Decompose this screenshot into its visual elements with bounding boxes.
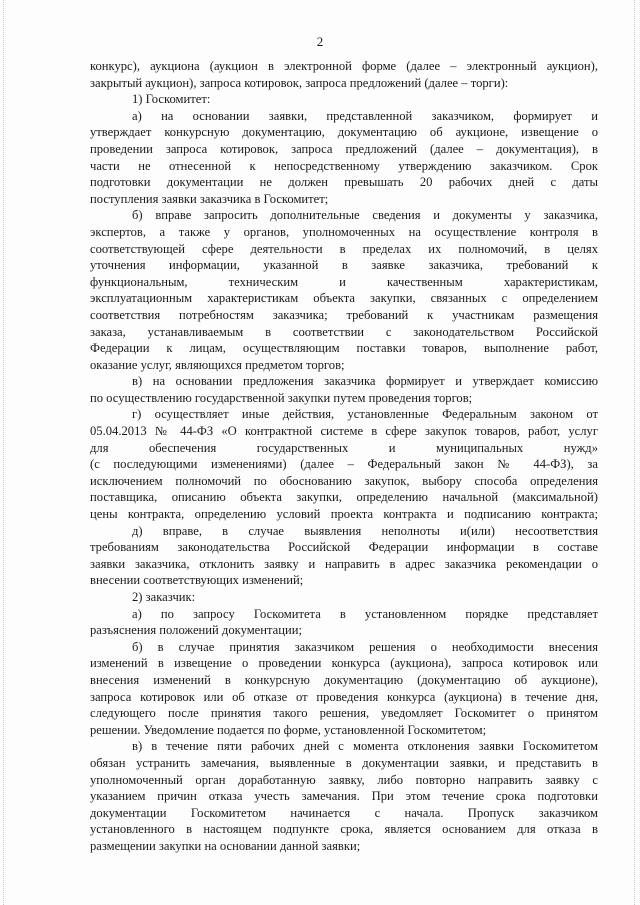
text-line: запроса котировок или об отказе от проведения конкурса (аукциона) в течение дня,	[90, 689, 598, 704]
text-line: разъяснения положений документации;	[90, 623, 302, 638]
text-line: д) вправе, в случае выявления неполноты и(или) несоответствия	[132, 523, 598, 538]
text-line: решении. Уведомление подается по форме, установленной Госкомитетом;	[90, 722, 487, 737]
text-line: документации Госкомитетом начинается с начала. Пропуск заказчиком	[90, 805, 598, 820]
text-line: внесении соответствующих изменений;	[90, 573, 304, 588]
text-line: утверждает конкурсную документацию, документацию об аукционе, извещение о	[90, 125, 598, 140]
text-line: требованиям законодательства Российской Федерации информации в составе	[90, 540, 598, 555]
text-line: установленного в настоящем подпункте срока, является основанием для отказа в	[90, 822, 598, 837]
text-line: уполномоченный орган доработанную заявку, либо повторно направить заявку с	[90, 772, 598, 787]
text-line: части не отнесенной к непосредственному утверждению заказчиком. Срок	[90, 158, 598, 173]
text-line: 2) заказчик:	[132, 590, 196, 604]
text-line: б) в случае принятия заказчиком решения о необходимости внесения	[132, 639, 598, 654]
text-line: размещении закупки на основании данной заявки;	[90, 838, 361, 853]
document-body	[90, 58, 598, 855]
right-edge-dotted-line	[634, 0, 636, 905]
text-line: г) осуществляет иные действия, установленные Федеральным законом от	[132, 407, 598, 422]
text-line: экспертов, а также у органов, уполномоченных на осуществление контроля в	[90, 224, 598, 239]
text-line: 05.04.2013 № 44-ФЗ «О контрактной системе в сфере закупок товаров, работ, услуг	[90, 424, 598, 439]
text-line: заявки заказчика, отклонить заявку и направить в адрес заказчика рекомендации о	[90, 556, 598, 571]
text-line: закрытый аукцион), запроса котировок, запроса предложений (далее – торги):	[90, 75, 509, 90]
text-line: исключением полномочий по обоснованию закупок, выбору способа определения	[90, 473, 598, 488]
text-line: подготовки документации не должен превышать 20 рабочих дней с даты	[90, 175, 598, 190]
text-line: (с последующими изменениями) (далее – Федеральный закон № 44-ФЗ), за	[90, 457, 598, 472]
left-edge-dotted-line	[3, 0, 5, 905]
text-line: эксплуатационным характеристикам объекта закупки, связанных с определением	[90, 291, 598, 306]
text-line: соответствия потребностям заказчика; требований к участникам размещения	[90, 307, 598, 322]
text-line: внесения изменений в конкурсную документацию (документацию об аукционе),	[90, 672, 598, 687]
text-line: заказа, устанавливаемым в соответствии с законодательством Российской	[90, 324, 598, 339]
text-line: поставщика, описанию объекта закупки, определению начальной (максимальной)	[90, 490, 598, 505]
text-line: б) вправе запросить дополнительные сведения и документы у заказчика,	[132, 208, 598, 223]
text-line: конкурс), аукциона (аукцион в электронной форме (далее – электронный аукцион),	[90, 59, 598, 73]
text-line: цены контракта, определению условий проекта контракта и подписанию контракта;	[90, 507, 598, 522]
page-number: 2	[316, 34, 324, 49]
text-line: поступления заявки заказчика в Госкомитет;	[90, 191, 329, 206]
text-line: оказание услуг, являющихся предметом торгов;	[90, 357, 345, 372]
text-line: в) на основании предложения заказчика формирует и утверждает комиссию	[132, 374, 598, 389]
text-line: 1) Госкомитет:	[132, 92, 211, 107]
text-line: функциональным, техническим и качественным характеристикам,	[90, 274, 598, 289]
text-line: уточнения информации, указанной в заявке заказчика, требований к	[90, 258, 598, 273]
text-line: обязан устранить замечания, выявленные в документации заявки, и представить в	[90, 755, 598, 770]
text-line: а) на основании заявки, представленной заказчиком, формирует и	[132, 108, 598, 123]
text-line: указанием причин отказа учесть замечания. При этом течение срока подготовки	[90, 789, 598, 804]
text-line: соответствующей сфере деятельности в пределах их полномочий, в целях	[90, 241, 598, 256]
text-line: для обеспечения государственных и муниципальных нужд»	[90, 440, 598, 455]
text-line: Федерации к лицам, осуществляющим поставки товаров, выполнение работ,	[90, 341, 598, 356]
text-line: а) по запросу Госкомитета в установленном порядке представляет	[132, 606, 598, 621]
text-line: изменений в извещение о проведении конкурса (аукциона), запроса котировок или	[90, 656, 598, 671]
text-line: проведении запроса котировок, запроса предложений (далее – документация), в	[90, 141, 598, 156]
text-line: в) в течение пяти рабочих дней с момента отклонения заявки Госкомитетом	[132, 739, 598, 754]
text-line: следующего после принятия такого решения, уведомляет Госкомитет о принятом	[90, 706, 598, 721]
text-line: по осуществлению государственной закупки путем проведения торгов;	[90, 390, 473, 405]
